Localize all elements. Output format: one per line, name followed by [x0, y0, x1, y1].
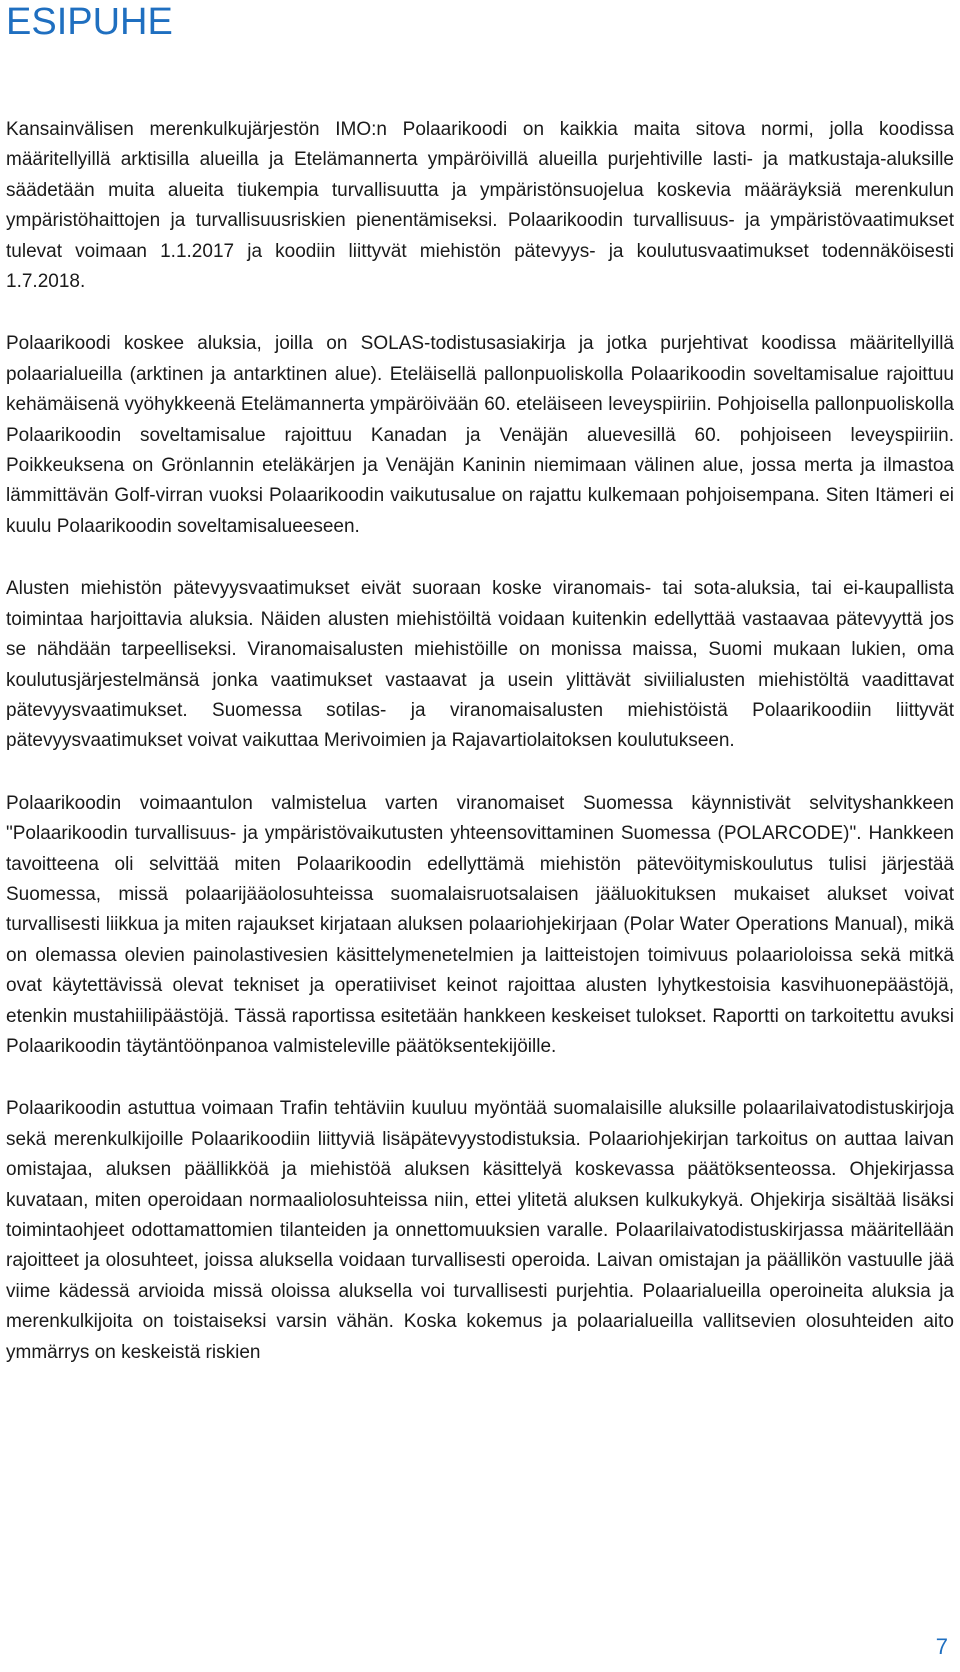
- page-number: 7: [935, 1634, 948, 1659]
- paragraph-3: Alusten miehistön pätevyysvaatimukset eivät suoraan koske viranomais- tai sota-aluksia, tai ei-kaupallista toimintaa harjoittavia aluksia. Näiden alusten miehistöiltä voidaan kuitenkin edellyttää vastaavaa pätevyyttä jos se nähdään tarpeelliseksi. Viranomaisalusten miehistöille on monissa maissa, Suomi mukaan lukien, oma koulutusjärjestelmänsä jonka vaatimukset vastaavat ja usein ylittävät siviilialusten miehistöltä vaadittavat pätevyysvaatimukset. Suomessa sotilas- ja viranomaisalusten miehistöistä Polaarikoodiin liittyvät pätevyysvaatimukset voivat vaikuttaa Merivoimien ja Rajavartiolaitoksen koulutukseen.: [6, 578, 954, 752]
- document-body: [6, 115, 954, 1400]
- paragraph-2: Polaarikoodi koskee aluksia, joilla on SOLAS-todistusasiakirja ja jotka purjehtivat koodissa määritellyillä polaarialueilla (arktinen ja antarktinen alue). Eteläisellä pallonpuoliskolla Polaarikoodin soveltamisalue rajoittuu kehämäisenä vyöhykkeenä Etelämannerta ympäröivään 60. eteläiseen leveyspiiriin. Pohjoisella pallonpuoliskolla Polaarikoodin soveltamisalue rajoittuu Kanadan ja Venäjän aluevesillä 60. pohjoiseen leveyspiiriin. Poikkeuksena on Grönlannin eteläkärjen ja Venäjän Kaninin niemimaan välinen alue, jossa merta ja ilmastoa lämmittävän Golf-virran vuoksi Polaarikoodin vaikutusalue on rajattu kulkemaan pohjoisempana. Siten Itämeri ei kuulu Polaarikoodin soveltamisalueeseen.: [6, 333, 954, 537]
- paragraph-1: Kansainvälisen merenkulkujärjestön IMO:n Polaarikoodi on kaikkia maita sitova normi, jolla koodissa määritellyillä arktisilla alueilla ja Etelämannerta ympäröivillä alueilla purjehtiville lasti- ja matkustaja-aluksille säädetään muita alueita tiukempia turvallisuutta ja ympäristönsuojelua koskevia määräyksiä merenkulun ympäristöhaittojen ja turvallisuusriskien pienentämiseksi. Polaarikoodin turvallisuus- ja ympäristövaatimukset tulevat voimaan 1.1.2017 ja koodiin liittyvät miehistön pätevyys- ja koulutusvaatimukset todennäköisesti 1.7.2018.: [6, 119, 954, 293]
- paragraph-5: Polaarikoodin astuttua voimaan Trafin tehtäviin kuuluu myöntää suomalaisille aluksille polaarilaivatodistuskirjoja sekä merenkulkijoille Polaarikoodiin liittyviä lisäpätevyystodistuksia. Polaariohjekirjan tarkoitus on auttaa laivan omistajaa, aluksen päällikköä ja miehistöä aluksen käsittelyä koskevassa päätöksenteossa. Ohjekirjassa kuvataan, miten operoidaan normaaliolosuhteissa niin, ettei ylitetä aluksen kulkukykyä. Ohjekirja sisältää lisäksi toimintaohjeet odottamattomien tilanteiden ja onnettomuuksien varalle. Polaarilaivatodistuskirjassa määritellään rajoitteet ja olosuhteet, joissa aluksella voidaan turvallisesti operoida. Laivan omistajan ja päällikön vastuulle jää viime kädessä arvioida missä oloissa aluksella voi turvallisesti purjehtia. Polaarialueilla operoineita aluksia ja merenkulkijoita on toistaiseksi varsin vähän. Koska kokemus ja polaarialueilla vallitsevien olosuhteiden aito ymmärrys on keskeistä riskien: [6, 1098, 954, 1363]
- paragraph-4: Polaarikoodin voimaantulon valmistelua varten viranomaiset Suomessa käynnistivät selvityshankkeen "Polaarikoodin turvallisuus- ja ympäristövaikutusten yhteensovittaminen Suomessa (POLARCODE)". Hankkeen tavoitteena oli selvittää miten Polaarikoodin edellyttämä miehistön pätevöitymiskoulutus tulisi järjestää Suomessa, missä polaarijääolosuhteissa suomalaisruotsalaisen jääluokituksen mukaiset alukset voivat turvallisesti liikkua ja miten rajaukset kirjataan aluksen polaariohjekirjaan (Polar Water Operations Manual), mikä on olemassa olevien painolastivesien käsittelymenetelmien ja laitteistojen toimivuus polaarioloissa sekä mitkä ovat käytettävissä olevat tekniset ja operatiiviset keinot rajoittaa alusten lyhytkestoisia kasvihuonepäästöjä, etenkin mustahiilipäästöjä. Tässä raportissa esitetään hankkeen keskeiset tulokset. Raportti on tarkoitettu avuksi Polaarikoodin täytäntöönpanoa valmisteleville päätöksentekijöille.: [6, 792, 954, 1057]
- page-title: ESIPUHE: [6, 1, 173, 43]
